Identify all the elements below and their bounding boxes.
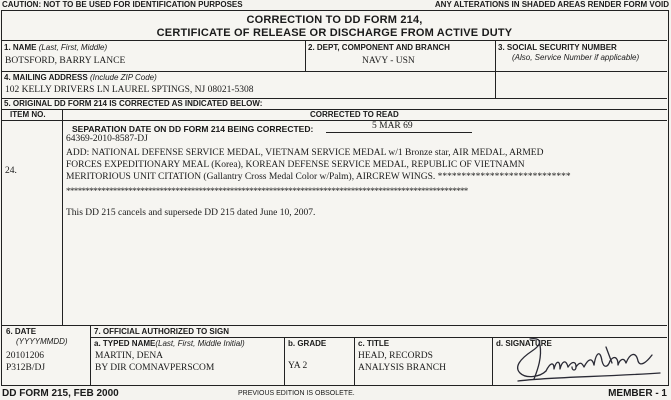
date-ref: P312B/DJ <box>6 363 46 373</box>
address-label: 4. MAILING ADDRESS (Include ZIP Code) <box>4 73 157 82</box>
dept-label: 2. DEPT, COMPONENT AND BRANCH <box>308 43 450 52</box>
ssn-hint: (Also, Service Number if applicable) <box>512 53 640 62</box>
form-title <box>2 11 667 41</box>
separation-date-label: SEPARATION DATE ON DD FORM 214 BEING CORRECTED: <box>72 124 314 134</box>
caution-banner <box>0 0 671 10</box>
form-title-line2: CERTIFICATE OF RELEASE OR DISCHARGE FROM ACTIVE DUTY <box>156 27 513 39</box>
separation-date-value: 5 MAR 69 <box>372 121 413 131</box>
add-line-1: ADD: NATIONAL DEFENSE SERVICE MEDAL, VIETNAM SERVICE MEDAL w/1 Bronze star, AIR MEDAL, ARMED <box>66 148 544 158</box>
caution-left-text: CAUTION: NOT TO BE USED FOR IDENTIFICATION PURPOSES <box>2 0 243 9</box>
copy-designation: MEMBER - 1 <box>608 388 667 399</box>
title-line2: ANALYSIS BRANCH <box>358 363 446 373</box>
cancel-line: This DD 215 cancels and supersede DD 215 dated June 10, 2007. <box>66 208 316 218</box>
asterisk-line: ******************************************************************************************************* <box>66 186 468 196</box>
typed-name-line1: MARTIN, DENA <box>95 351 164 361</box>
corrected-header: CORRECTED TO READ <box>310 110 399 119</box>
item-number: 24. <box>5 166 17 176</box>
dept-value: NAVY - USN <box>362 56 415 66</box>
form-number: DD FORM 215, FEB 2000 <box>2 388 119 399</box>
title-label: c. TITLE <box>358 339 390 348</box>
add-line-3: MERITORIOUS UNIT CITATION (Gallantry Cross Medal Color w/Palm), AIRCREW WINGS. **************************** <box>66 172 571 182</box>
dd-form-215 <box>1 10 669 386</box>
date-hint: (YYYYMMDD) <box>16 337 68 346</box>
reference-line: 64369-2010-8587-DJ <box>66 134 148 144</box>
form-footer <box>0 386 671 400</box>
date-label: 6. DATE <box>6 327 37 336</box>
obsolete-note: PREVIOUS EDITION IS OBSOLETE. <box>238 390 355 397</box>
signature-icon <box>510 333 666 385</box>
typed-name-label: a. TYPED NAME(Last, First, Middle Initial) <box>94 339 245 348</box>
add-line-2: FORCES EXPEDITIONARY MEAL (Korea), KOREAN DEFENSE SERVICE MEDAL, REPUBLIC OF VIETNAMN <box>66 160 525 170</box>
grade-value: YA 2 <box>288 361 308 371</box>
caution-right-text: ANY ALTERATIONS IN SHADED AREAS RENDER FORM VOID <box>434 0 669 9</box>
form-title-line1: CORRECTION TO DD FORM 214, <box>246 14 423 26</box>
official-label: 7. OFFICIAL AUTHORIZED TO SIGN <box>94 327 229 336</box>
item-no-header: ITEM NO. <box>10 110 46 119</box>
grade-label: b. GRADE <box>288 339 327 348</box>
signature-label: d. SIGNATURE <box>496 339 552 348</box>
name-block <box>2 41 306 71</box>
title-line1: HEAD, RECORDS <box>358 351 433 361</box>
name-label: 1. NAME (Last, First, Middle) <box>4 43 108 52</box>
date-value: 20101206 <box>6 351 44 361</box>
name-value: BOTSFORD, BARRY LANCE <box>5 56 126 66</box>
ssn-block <box>496 41 667 71</box>
address-value: 102 KELLY DRIVERS LN LAUREL SPTINGS, NJ 08021-5308 <box>5 85 254 95</box>
ssn-label: 3. SOCIAL SECURITY NUMBER <box>498 43 617 52</box>
corrections-label: 5. ORIGINAL DD FORM 214 IS CORRECTED AS INDICATED BELOW: <box>4 99 263 108</box>
address-block <box>2 71 496 98</box>
dept-block <box>306 41 496 71</box>
typed-name-line2: BY DIR COMNAVPERSCOM <box>95 363 215 373</box>
